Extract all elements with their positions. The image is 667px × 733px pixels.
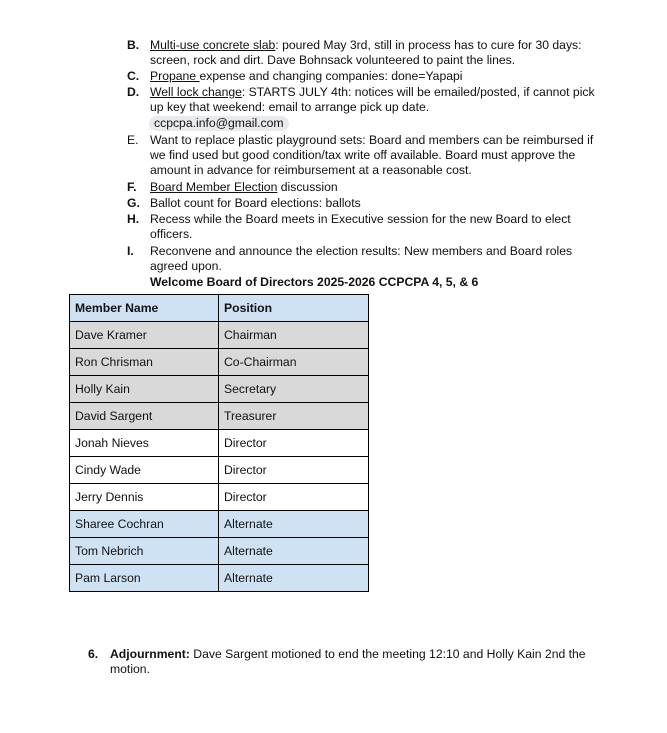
adjournment-item: [88, 647, 598, 677]
board-members-table: [69, 294, 369, 592]
list-marker: G.: [127, 196, 140, 210]
item-title: Multi-use concrete slab: [150, 38, 276, 52]
email-link[interactable]: ccpcpa.info@gmail.com: [149, 116, 289, 131]
agenda-item-text: [150, 38, 597, 68]
table-row: [70, 322, 369, 349]
agenda-item-f: [127, 180, 597, 195]
agenda-list: [127, 38, 597, 290]
column-header-position: Position: [219, 295, 369, 322]
position-cell: Director: [219, 430, 369, 457]
position-cell: Alternate: [219, 511, 369, 538]
agenda-item-text: [150, 69, 597, 84]
adjournment-body: Dave Sargent motioned to end the meeting 12:10 and Holly Kain 2nd the motion.: [110, 647, 586, 676]
table-row: [70, 430, 369, 457]
table-row: [70, 484, 369, 511]
list-marker: 6.: [88, 647, 99, 661]
table-row: [70, 403, 369, 430]
agenda-item-d: [127, 85, 597, 131]
list-marker: E.: [127, 133, 139, 147]
position-cell: Co-Chairman: [219, 349, 369, 376]
position-cell: Secretary: [219, 376, 369, 403]
position-cell: Treasurer: [219, 403, 369, 430]
adjournment-label: Adjournment:: [110, 647, 190, 661]
position-cell: Chairman: [219, 322, 369, 349]
table-row: [70, 376, 369, 403]
table-row: [70, 349, 369, 376]
agenda-item-text: Ballot count for Board elections: ballots: [150, 196, 361, 210]
position-cell: Alternate: [219, 565, 369, 592]
item-title: Propane: [150, 69, 200, 83]
agenda-item-text: Want to replace plastic playground sets: Board and members can be reimbursed if we find used but good condition/tax write off available. Board must approve the amount in advance for reimbursement at a reasonable cost.: [150, 133, 594, 177]
item-title: Board Member Election: [150, 180, 278, 194]
agenda-item-g: [127, 196, 597, 211]
item-body: discussion: [277, 180, 338, 194]
item-body: : poured May 3rd, still in process has to cure for 30 days: screen, rock and dirt. Dave Bohnsack volunteered to paint the lines.: [150, 38, 582, 67]
list-marker: B.: [127, 38, 140, 52]
item-title: Well lock change: [150, 85, 242, 99]
table-row: [70, 565, 369, 592]
list-marker: I.: [127, 244, 134, 258]
list-marker: F.: [127, 180, 137, 194]
position-cell: Director: [219, 457, 369, 484]
adjournment-text: [110, 647, 598, 677]
agenda-item-i: [127, 244, 597, 274]
table-row: [70, 457, 369, 484]
agenda-item-h: [127, 212, 597, 242]
list-marker: C.: [127, 69, 140, 83]
agenda-item-text: [150, 85, 597, 131]
column-header-member-name: Member Name: [70, 295, 219, 322]
member-name-cell: Holly Kain: [70, 376, 219, 403]
welcome-heading: Welcome Board of Directors 2025-2026 CCPCPA 4, 5, & 6: [150, 275, 479, 289]
item-body: expense and changing companies: done=Yapapi: [199, 69, 463, 83]
agenda-item-e: [127, 133, 597, 178]
position-cell: Alternate: [219, 538, 369, 565]
list-marker: D.: [127, 85, 140, 99]
table-header-row: [70, 295, 369, 322]
member-name-cell: Jonah Nieves: [70, 430, 219, 457]
list-marker: H.: [127, 212, 140, 226]
member-name-cell: Tom Nebrich: [70, 538, 219, 565]
member-name-cell: Jerry Dennis: [70, 484, 219, 511]
agenda-item-c: [127, 69, 597, 84]
table-row: [70, 538, 369, 565]
member-name-cell: Dave Kramer: [70, 322, 219, 349]
agenda-item-text: Reconvene and announce the election results: New members and Board roles agreed upon.: [150, 244, 573, 273]
member-name-cell: Pam Larson: [70, 565, 219, 592]
member-name-cell: Cindy Wade: [70, 457, 219, 484]
agenda-item-text: [150, 180, 597, 195]
member-name-cell: Ron Chrisman: [70, 349, 219, 376]
position-cell: Director: [219, 484, 369, 511]
member-name-cell: Sharee Cochran: [70, 511, 219, 538]
agenda-item-b: [127, 38, 597, 68]
table-row: [70, 511, 369, 538]
item-body: : STARTS JULY 4th: notices will be emailed/posted, if cannot pick up key that weekend: email to arrange pick up date.: [150, 85, 595, 114]
agenda-item-text: Recess while the Board meets in Executive session for the new Board to elect officers.: [150, 212, 571, 241]
member-name-cell: David Sargent: [70, 403, 219, 430]
